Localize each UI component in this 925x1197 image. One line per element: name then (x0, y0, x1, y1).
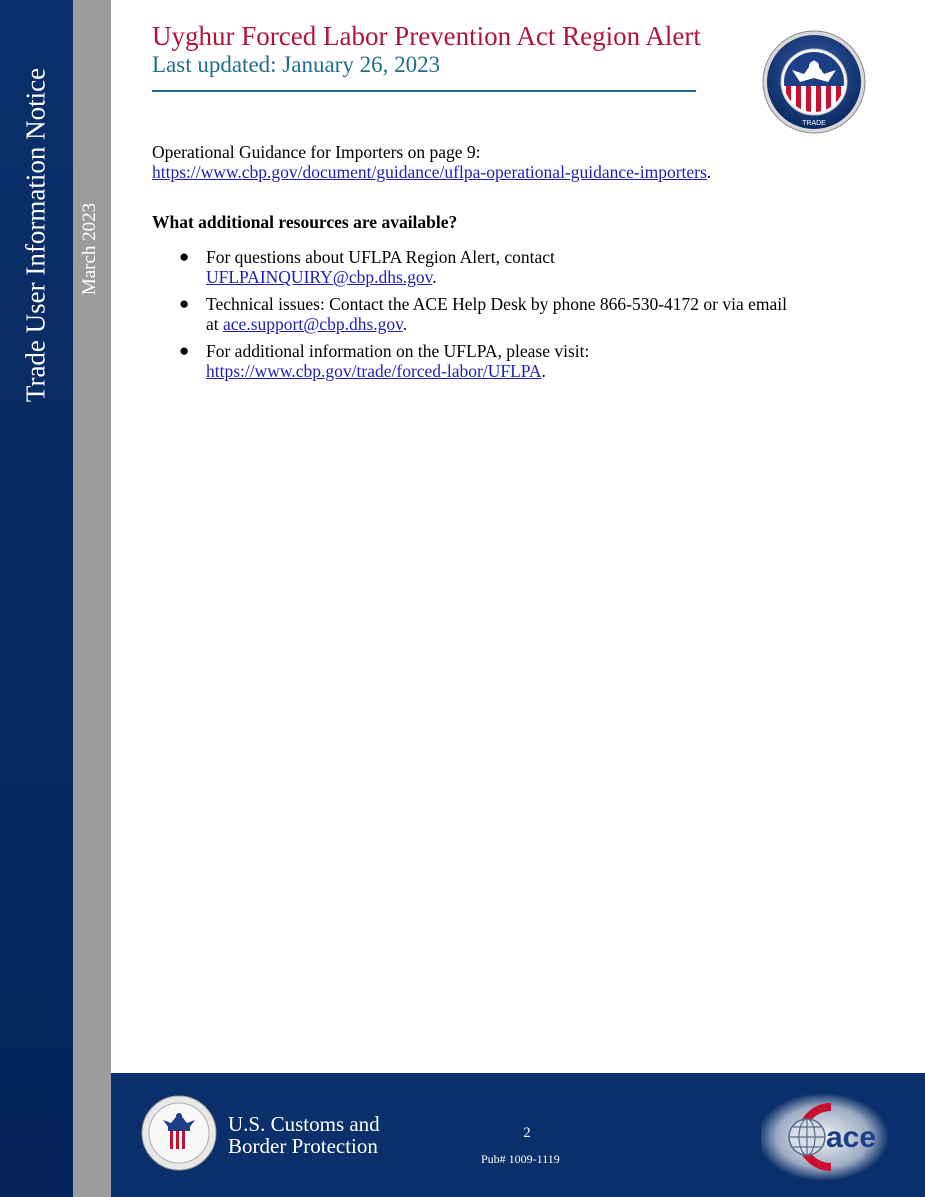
list-item (152, 247, 832, 287)
bullet-icon: ● (179, 341, 190, 360)
sidebar-title: Trade User Information Notice (20, 67, 51, 403)
bullet-text: For questions about UFLPA Region Alert, contact (206, 247, 555, 267)
bullet-trailing-period: . (402, 314, 408, 334)
footer-org-name (228, 1113, 380, 1157)
bullet-trailing-period: . (541, 361, 546, 381)
ace-support-email-link[interactable]: ace.support@cbp.dhs.gov (223, 314, 403, 334)
uflpa-info-link[interactable]: https://www.cbp.gov/trade/forced-labor/UFLPA (206, 361, 542, 381)
ace-logo-text: ace (825, 1121, 877, 1154)
guidance-label: Operational Guidance for Importers on page 9: (152, 142, 481, 162)
sidebar-gray-bar (73, 0, 111, 1197)
list-item (152, 341, 832, 381)
bullet-trailing-period: . (432, 267, 437, 287)
resources-heading: What additional resources are available? (152, 212, 458, 232)
svg-text:TRADE: TRADE (802, 120, 826, 127)
guidance-link[interactable]: https://www.cbp.gov/document/guidance/uflpa-operational-guidance-importers (152, 162, 707, 182)
guidance-paragraph (152, 142, 711, 182)
bullet-text: For additional information on the UFLPA, please visit: (206, 341, 590, 361)
bullet-icon: ● (179, 247, 190, 266)
sidebar-navy-bar (0, 0, 73, 1197)
publication-number: Pub# 1009-1119 (481, 1152, 560, 1166)
sidebar-date: March 2023 (79, 202, 100, 296)
title-divider (152, 90, 696, 92)
footer-org-line2: Border Protection (228, 1134, 378, 1158)
page-number: 2 (523, 1125, 531, 1141)
list-item (152, 294, 832, 334)
bullet-text: Technical issues: Contact the ACE Help Desk by phone 866-530-4172 or via email (206, 294, 788, 314)
guidance-trailing-period: . (706, 162, 712, 182)
page-footer (111, 1073, 925, 1197)
footer-org-line1: U.S. Customs and (228, 1112, 380, 1136)
document-title: Uyghur Forced Labor Prevention Act Region Alert (152, 21, 701, 51)
bullet-icon: ● (179, 294, 190, 313)
cbp-trade-seal-icon (762, 30, 866, 134)
ace-logo-icon (761, 1093, 891, 1181)
bullet-prefix: at (206, 314, 219, 334)
cbp-seal-icon (141, 1095, 217, 1171)
resources-list (152, 247, 832, 388)
uflpa-inquiry-email-link[interactable]: UFLPAINQUIRY@cbp.dhs.gov (206, 267, 433, 287)
document-subtitle: Last updated: January 26, 2023 (152, 52, 441, 77)
